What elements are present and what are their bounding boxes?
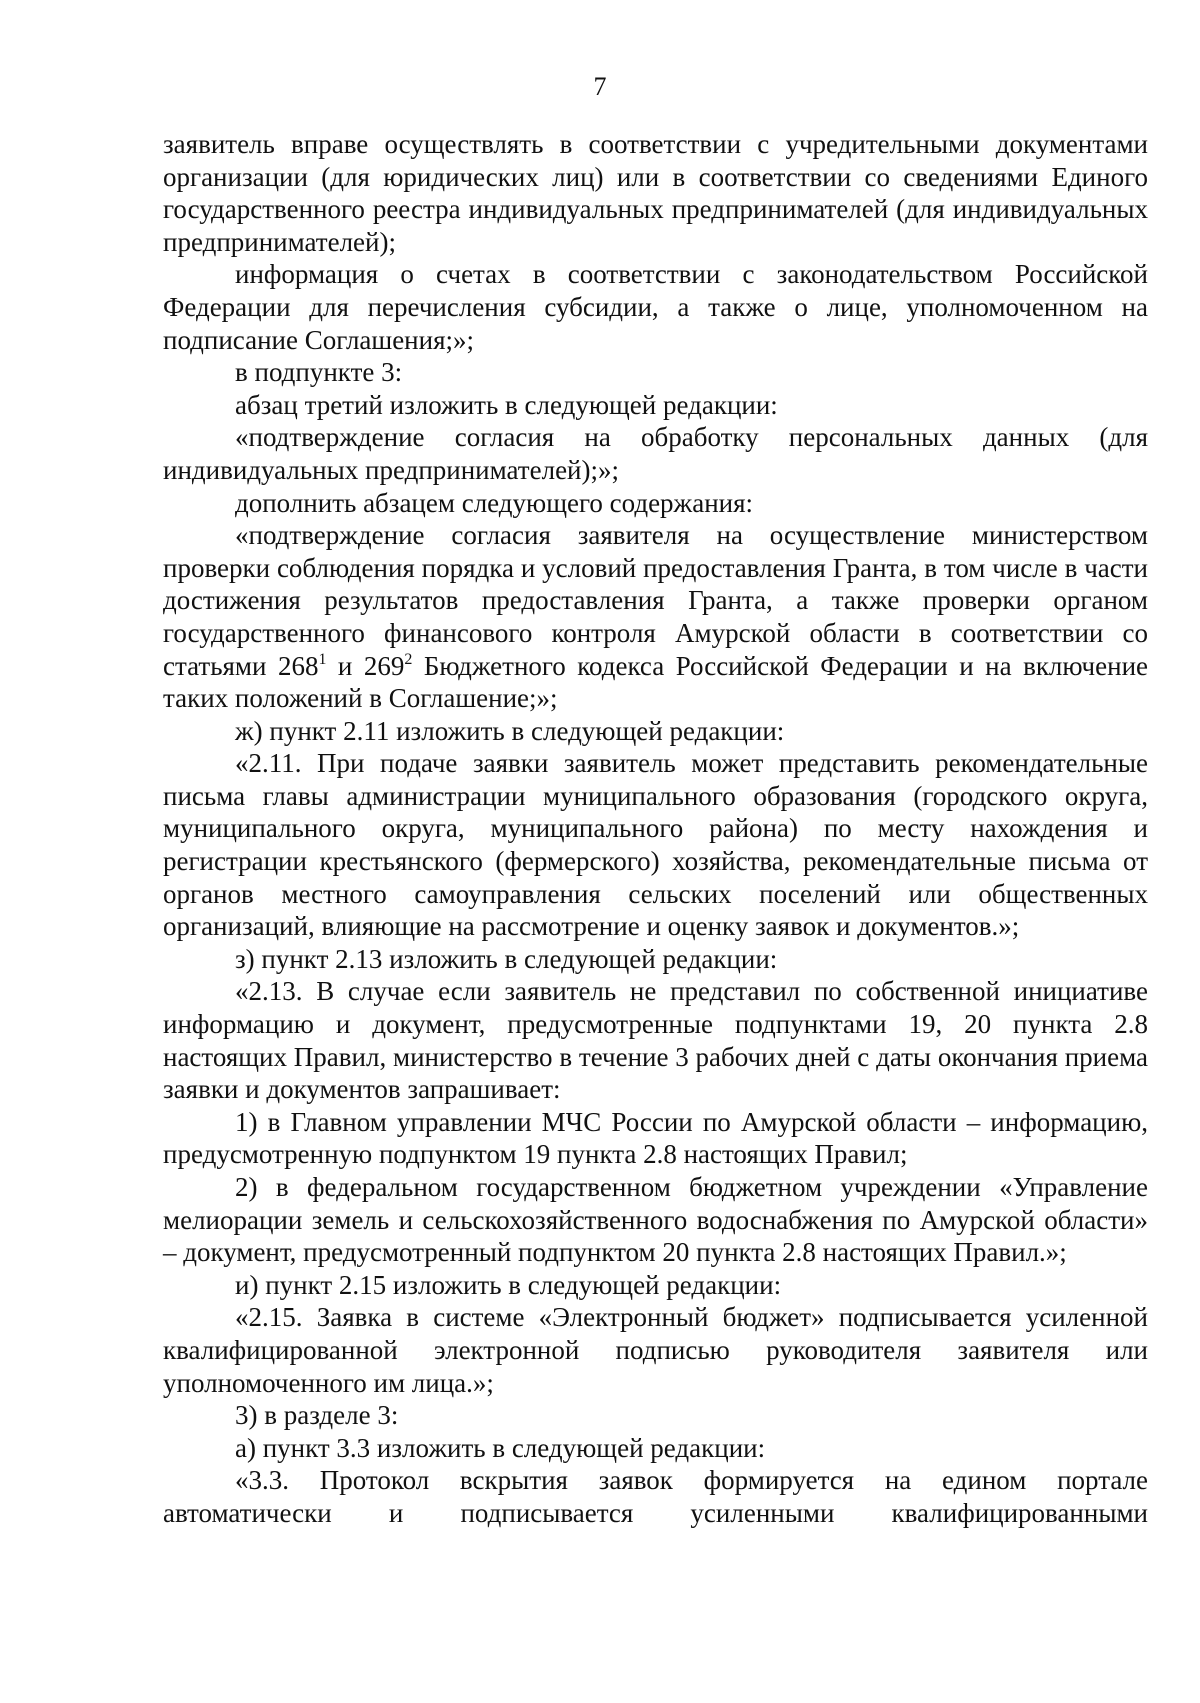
superscript: 2 bbox=[404, 650, 413, 668]
paragraph: абзац третий изложить в следующей редакции: bbox=[235, 389, 778, 420]
paragraph: 3) в разделе 3: bbox=[235, 1400, 399, 1431]
paragraph-with-superscripts bbox=[163, 519, 1148, 715]
superscript: 1 bbox=[318, 650, 327, 668]
paragraph: дополнить абзацем следующего содержания: bbox=[235, 487, 754, 518]
paragraph: ж) пункт 2.11 изложить в следующей редакции: bbox=[235, 715, 785, 746]
paragraph: а) пункт 3.3 изложить в следующей редакции: bbox=[235, 1432, 766, 1463]
paragraph-text: Бюджетного кодекса Российской Федерации и на включение таких положений в Соглашение;»; bbox=[163, 650, 1148, 714]
paragraph: в подпункте 3: bbox=[235, 357, 403, 388]
paragraph: информация о счетах в соответствии с законодательством Российской Федерации для перечисления субсидии, а также о лице, уполномоченном на подписание Соглашения;»; bbox=[163, 259, 1148, 355]
paragraph: «подтверждение согласия на обработку персональных данных (для индивидуальных предпринимателей);»; bbox=[163, 422, 1148, 485]
paragraph-text: и 269 bbox=[326, 650, 405, 681]
paragraph: «2.11. При подаче заявки заявитель может представить рекомендательные письма главы администрации муниципального образования (городского округа, муниципального округа, муниципального района) по месту нахождения и регистрации крестьянского (фермерского) хозяйства, рекомендательные письма от органов местного самоуправления сельских поселений или общественных организаций, влияющие на рассмотрение и оценку заявок и документов.»; bbox=[163, 748, 1148, 942]
paragraph: «2.15. Заявка в системе «Электронный бюджет» подписывается усиленной квалифицированной электронной подписью руководителя заявителя или уполномоченного им лица.»; bbox=[163, 1302, 1148, 1398]
document-body bbox=[163, 128, 1148, 1530]
paragraph: з) пункт 2.13 изложить в следующей редакции: bbox=[235, 943, 778, 974]
paragraph: 1) в Главном управлении МЧС России по Амурской области – информацию, предусмотренную подпунктом 19 пункта 2.8 настоящих Правил; bbox=[163, 1106, 1148, 1170]
page-number: 7 bbox=[593, 72, 607, 101]
paragraph-text: «подтверждение согласия заявителя на осуществление министерством проверки соблюдения порядка и условий предоставления Гранта, в том числе в части достижения результатов предоставления Гранта, а также проверки органом государственного финансового контроля Амурской области в соответствии со статьями 268 bbox=[163, 520, 1148, 681]
paragraph: 2) в федеральном государственном бюджетном учреждении «Управление мелиорации земель и сельскохозяйственного водоснабжения по Амурской области» – документ, предусмотренный подпунктом 20 пункта 2.8 настоящих Правил.»; bbox=[163, 1172, 1148, 1268]
paragraph: и) пункт 2.15 изложить в следующей редакции: bbox=[235, 1269, 782, 1300]
paragraph: заявитель вправе осуществлять в соответствии с учредительными документами организации (для юридических лиц) или в соответствии со сведениями Единого государственного реестра индивидуальных предпринимателей (для индивидуальных предпринимателей); bbox=[163, 129, 1148, 257]
paragraph: «2.13. В случае если заявитель не представил по собственной инициативе информацию и документ, предусмотренные подпунктами 19, 20 пункта 2.8 настоящих Правил, министерство в течение 3 рабочих дней с даты окончания приема заявки и документов запрашивает: bbox=[163, 976, 1148, 1105]
paragraph: «3.3. Протокол вскрытия заявок формируется на едином портале автоматически и подписывается усиленными квалифицированными bbox=[163, 1465, 1148, 1528]
